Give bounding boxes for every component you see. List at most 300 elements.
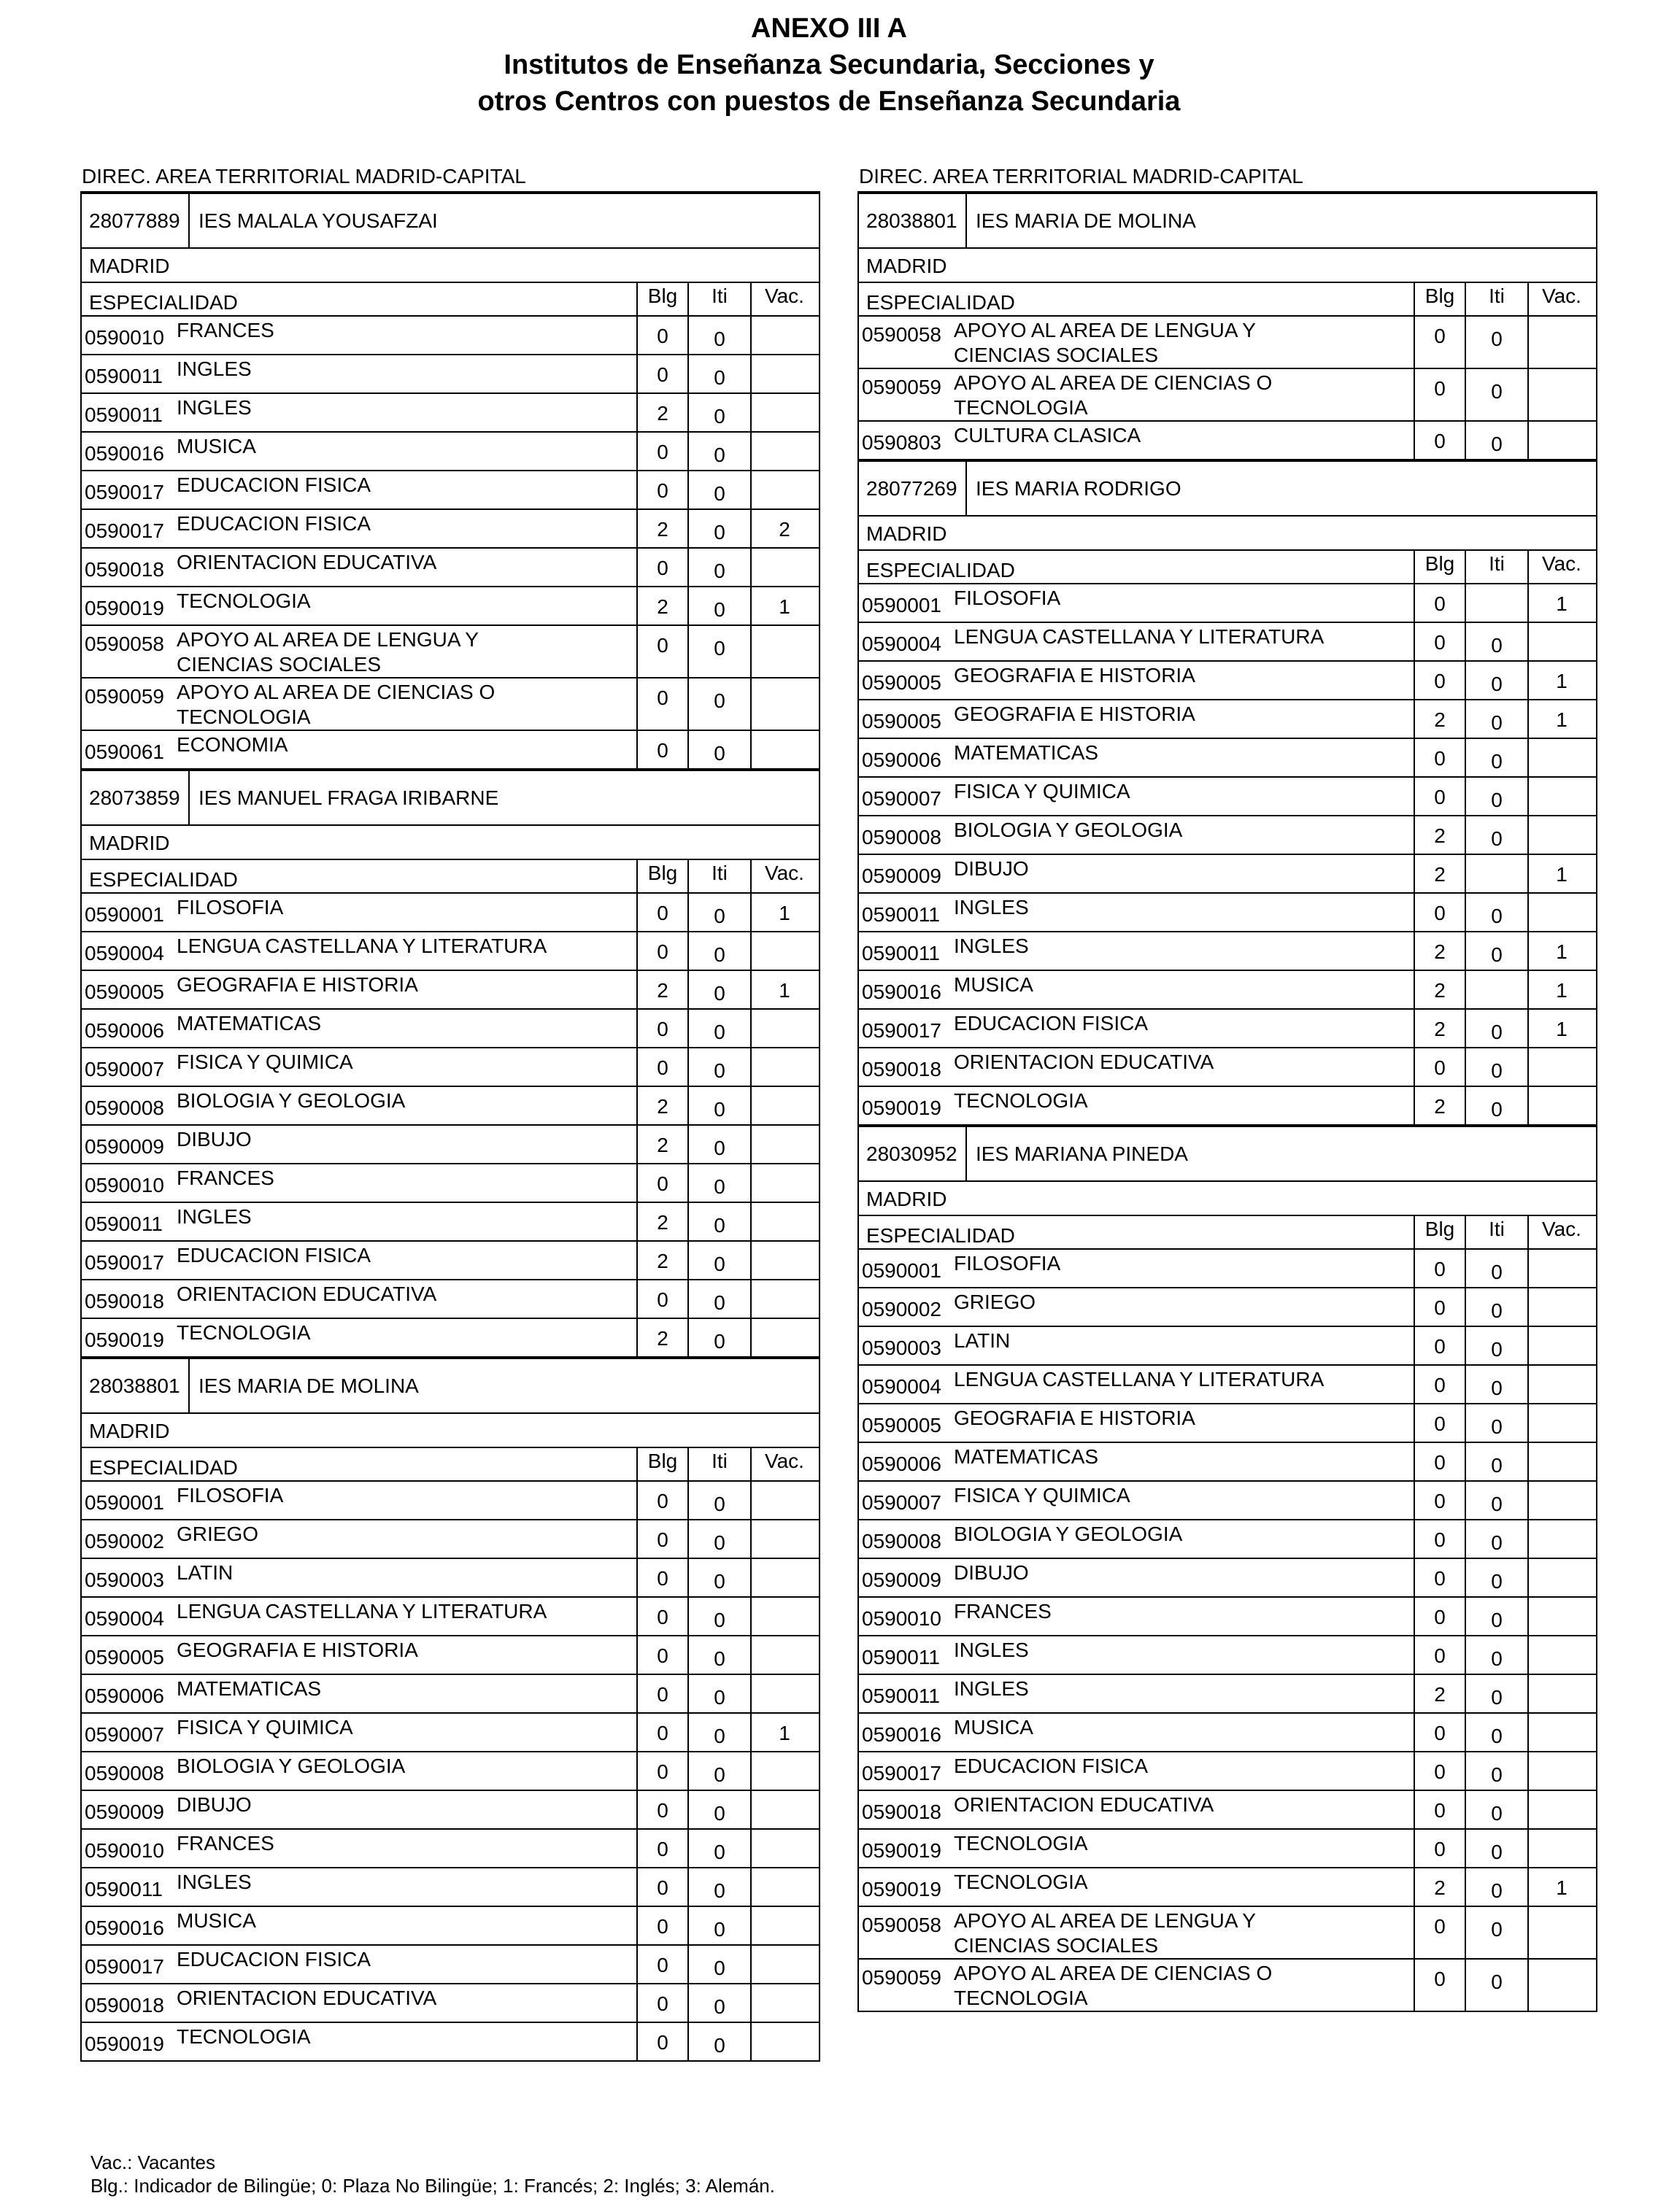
specialty-name-line: DIBUJO bbox=[954, 1561, 1029, 1584]
right-column bbox=[857, 162, 1596, 2012]
specialty-code: 0590008 bbox=[862, 1530, 942, 1552]
blg-value: 0 bbox=[636, 1559, 687, 1596]
iti-value: 0 bbox=[1465, 623, 1527, 660]
table-row bbox=[859, 1752, 1596, 1791]
specialty-name bbox=[177, 1280, 636, 1318]
specialty-name-line: CIENCIAS SOCIALES bbox=[954, 344, 1159, 366]
specialty-name bbox=[177, 510, 636, 547]
specialty-name-line: FRANCES bbox=[177, 319, 274, 341]
specialty-name-line: DIBUJO bbox=[954, 857, 1029, 880]
table-row bbox=[859, 1960, 1596, 2012]
iti-value: 0 bbox=[687, 1010, 750, 1047]
specialty-code: 0590016 bbox=[85, 1917, 165, 1939]
table-row bbox=[82, 355, 819, 394]
iti-value: 0 bbox=[687, 1946, 750, 1983]
blg-value: 2 bbox=[636, 1126, 687, 1163]
specialty-name bbox=[177, 317, 636, 354]
vac-value: 1 bbox=[1527, 700, 1595, 738]
blg-value: 0 bbox=[636, 1830, 687, 1867]
blg-value: 2 bbox=[636, 587, 687, 624]
iti-value: 0 bbox=[1465, 1288, 1527, 1326]
table-row bbox=[82, 626, 819, 678]
specialty-name bbox=[954, 1675, 1414, 1712]
specialty-name-line: INGLES bbox=[954, 935, 1029, 957]
specialty-code: 0590017 bbox=[85, 481, 165, 503]
specialty-name bbox=[954, 1714, 1414, 1751]
center-name: IES MARIANA PINEDA bbox=[976, 1142, 1188, 1165]
specialty-code: 0590011 bbox=[862, 903, 940, 926]
specialty-name-line: BIOLOGIA Y GEOLOGIA bbox=[954, 819, 1183, 841]
specialty-name-line: MATEMATICAS bbox=[177, 1677, 322, 1700]
specialty-code: 0590007 bbox=[85, 1058, 165, 1080]
specialty-code: 0590018 bbox=[85, 1994, 165, 2016]
specialty-name-line: FILOSOFIA bbox=[177, 896, 284, 919]
specialty-name-line: GEOGRAFIA E HISTORIA bbox=[177, 1639, 418, 1661]
center-city: MADRID bbox=[859, 517, 1596, 551]
specialty-name bbox=[954, 1520, 1414, 1558]
blg-value: 0 bbox=[1414, 1404, 1465, 1442]
iti-header: Iti bbox=[1465, 283, 1527, 315]
table-row bbox=[859, 1598, 1596, 1636]
specialty-code: 0590011 bbox=[862, 1646, 940, 1668]
iti-value: 0 bbox=[687, 1280, 750, 1318]
table-row bbox=[859, 1791, 1596, 1830]
specialty-code: 0590011 bbox=[85, 1878, 163, 1900]
table-row bbox=[859, 1636, 1596, 1675]
specialty-name-line: GEOGRAFIA E HISTORIA bbox=[954, 664, 1195, 687]
table-row bbox=[82, 1636, 819, 1675]
table-row bbox=[859, 816, 1596, 855]
vac-value bbox=[1527, 1048, 1595, 1086]
vac-header: Vac. bbox=[1527, 551, 1595, 583]
table-row bbox=[82, 2023, 819, 2062]
iti-value: 0 bbox=[687, 1126, 750, 1163]
especialidad-header: ESPECIALIDAD bbox=[89, 291, 238, 314]
blg-value: 0 bbox=[636, 1984, 687, 2022]
specialty-name bbox=[177, 2023, 636, 2060]
table-row bbox=[82, 510, 819, 549]
specialty-code: 0590011 bbox=[85, 365, 163, 387]
iti-value: 0 bbox=[1465, 1752, 1527, 1790]
blg-value: 0 bbox=[636, 1598, 687, 1635]
vac-value: 1 bbox=[1527, 855, 1595, 892]
footer-legend-blg: Blg.: Indicador de Bilingüe; 0: Plaza No Bilingüe; 1: Francés; 2: Inglés; 3: Alemán. bbox=[90, 2175, 775, 2197]
specialty-name-line: FISICA Y QUIMICA bbox=[177, 1051, 353, 1073]
specialty-name bbox=[177, 971, 636, 1008]
specialty-name-line: EDUCACION FISICA bbox=[954, 1755, 1149, 1777]
vac-value: 1 bbox=[1527, 584, 1595, 622]
iti-value: 0 bbox=[687, 1242, 750, 1279]
center-city: MADRID bbox=[859, 249, 1596, 283]
specialty-code: 0590004 bbox=[862, 633, 942, 655]
table-row bbox=[82, 1752, 819, 1791]
iti-value: 0 bbox=[687, 587, 750, 624]
specialty-name-line: FRANCES bbox=[954, 1600, 1052, 1623]
column-header bbox=[859, 1216, 1596, 1250]
specialty-code: 0590005 bbox=[85, 981, 165, 1003]
blg-value: 0 bbox=[1414, 739, 1465, 776]
vac-value: 1 bbox=[1527, 1010, 1595, 1047]
vac-value bbox=[1527, 422, 1595, 459]
iti-value bbox=[1465, 971, 1527, 1008]
specialty-name bbox=[954, 1598, 1414, 1635]
vac-value bbox=[1527, 1482, 1595, 1519]
table-row bbox=[859, 422, 1596, 460]
specialty-name-line: EDUCACION FISICA bbox=[177, 512, 371, 535]
iti-value: 0 bbox=[687, 678, 750, 730]
specialty-name-line: LENGUA CASTELLANA Y LITERATURA bbox=[954, 625, 1325, 648]
table-row bbox=[82, 587, 819, 626]
blg-header: Blg bbox=[1414, 1216, 1465, 1248]
specialty-name-line: DIBUJO bbox=[177, 1128, 252, 1151]
specialty-name bbox=[177, 731, 636, 768]
iti-value bbox=[1465, 584, 1527, 622]
iti-value: 0 bbox=[1465, 1907, 1527, 1958]
blg-value: 0 bbox=[1414, 623, 1465, 660]
vac-value: 1 bbox=[750, 971, 817, 1008]
blg-value: 0 bbox=[636, 1868, 687, 1906]
blg-value: 0 bbox=[636, 317, 687, 354]
table-row bbox=[859, 855, 1596, 894]
specialty-code: 0590009 bbox=[862, 865, 942, 887]
specialty-name bbox=[954, 1404, 1414, 1442]
specialty-name-line: EDUCACION FISICA bbox=[177, 1948, 371, 1971]
vac-value: 1 bbox=[1527, 1868, 1595, 1906]
center-header bbox=[859, 460, 1596, 517]
vac-value bbox=[750, 1087, 817, 1124]
specialty-code: 0590059 bbox=[862, 376, 942, 398]
blg-value: 0 bbox=[636, 471, 687, 508]
vac-value bbox=[1527, 369, 1595, 420]
blg-value: 0 bbox=[636, 1791, 687, 1828]
blg-value: 2 bbox=[1414, 1675, 1465, 1712]
table-row bbox=[82, 932, 819, 971]
center-header bbox=[82, 770, 819, 826]
table-row bbox=[82, 317, 819, 355]
iti-value: 0 bbox=[687, 1087, 750, 1124]
vac-header: Vac. bbox=[750, 1448, 817, 1480]
vac-value bbox=[750, 1830, 817, 1867]
iti-header: Iti bbox=[687, 283, 750, 315]
specialty-name-line: EDUCACION FISICA bbox=[954, 1012, 1149, 1035]
vac-value bbox=[750, 1126, 817, 1163]
specialty-name bbox=[177, 1868, 636, 1906]
specialty-name bbox=[177, 932, 636, 970]
iti-value: 0 bbox=[1465, 1443, 1527, 1480]
blg-value: 0 bbox=[1414, 1366, 1465, 1403]
vac-value bbox=[1527, 1250, 1595, 1287]
specialty-name bbox=[954, 317, 1414, 368]
blg-value: 2 bbox=[1414, 855, 1465, 892]
center-header bbox=[82, 1358, 819, 1414]
specialty-code: 0590002 bbox=[85, 1530, 165, 1552]
specialty-name bbox=[954, 700, 1414, 738]
specialty-code: 0590009 bbox=[85, 1135, 165, 1158]
specialty-name-line: BIOLOGIA Y GEOLOGIA bbox=[177, 1089, 406, 1112]
specialty-name-line: BIOLOGIA Y GEOLOGIA bbox=[177, 1755, 406, 1777]
specialty-name bbox=[954, 1868, 1414, 1906]
iti-value: 0 bbox=[1465, 778, 1527, 815]
table-row bbox=[859, 623, 1596, 662]
iti-value: 0 bbox=[1465, 369, 1527, 420]
specialty-code: 0590001 bbox=[862, 1259, 942, 1282]
specialty-name bbox=[954, 1366, 1414, 1403]
specialty-code: 0590001 bbox=[85, 903, 165, 926]
table-row bbox=[859, 1520, 1596, 1559]
iti-value: 0 bbox=[687, 932, 750, 970]
specialty-code: 0590001 bbox=[862, 594, 942, 616]
specialty-name-line: FILOSOFIA bbox=[954, 1252, 1061, 1275]
iti-value: 0 bbox=[687, 1048, 750, 1086]
blg-value: 0 bbox=[636, 1907, 687, 1944]
specialty-name bbox=[954, 1327, 1414, 1364]
specialty-name-line: GEOGRAFIA E HISTORIA bbox=[954, 1407, 1195, 1429]
specialty-code: 0590010 bbox=[85, 1839, 165, 1862]
specialty-code: 0590008 bbox=[862, 826, 942, 848]
specialty-name-line: INGLES bbox=[177, 357, 252, 380]
specialty-name-line: TECNOLOGIA bbox=[177, 589, 311, 612]
blg-value: 0 bbox=[636, 932, 687, 970]
iti-value: 0 bbox=[1465, 739, 1527, 776]
specialty-code: 0590006 bbox=[85, 1019, 165, 1042]
iti-value: 0 bbox=[1465, 700, 1527, 738]
specialty-name bbox=[954, 816, 1414, 854]
blg-value: 0 bbox=[1414, 1830, 1465, 1867]
specialty-code: 0590019 bbox=[85, 2033, 165, 2055]
iti-value: 0 bbox=[687, 1714, 750, 1751]
specialty-code: 0590058 bbox=[862, 1914, 942, 1936]
blg-value: 2 bbox=[636, 971, 687, 1008]
table-row bbox=[859, 1048, 1596, 1087]
blg-value: 2 bbox=[1414, 816, 1465, 854]
specialty-name-line: CULTURA CLASICA bbox=[954, 424, 1141, 446]
iti-value: 0 bbox=[687, 1907, 750, 1944]
vac-value bbox=[750, 1984, 817, 2022]
specialty-name bbox=[177, 1946, 636, 1983]
specialty-code: 0590058 bbox=[862, 323, 942, 346]
iti-value: 0 bbox=[1465, 1087, 1527, 1124]
blg-header: Blg bbox=[636, 860, 687, 892]
center-block bbox=[80, 1358, 820, 2062]
center-code: 28077889 bbox=[82, 194, 190, 247]
center-city: MADRID bbox=[82, 826, 819, 860]
specialty-name-line: MUSICA bbox=[177, 435, 256, 457]
specialty-name-line: TECNOLOGIA bbox=[177, 705, 311, 728]
especialidad-header: ESPECIALIDAD bbox=[89, 1456, 238, 1479]
specialty-name bbox=[954, 1907, 1414, 1958]
blg-value: 0 bbox=[1414, 1907, 1465, 1958]
vac-value: 1 bbox=[750, 587, 817, 624]
vac-value bbox=[750, 549, 817, 586]
vac-value bbox=[1527, 1559, 1595, 1596]
specialty-name bbox=[954, 932, 1414, 970]
iti-value: 0 bbox=[687, 355, 750, 392]
blg-value: 2 bbox=[636, 1203, 687, 1240]
table-row bbox=[82, 1520, 819, 1559]
specialty-name bbox=[177, 549, 636, 586]
table-row bbox=[859, 1288, 1596, 1327]
specialty-name-line: MUSICA bbox=[954, 973, 1033, 996]
vac-value bbox=[1527, 1404, 1595, 1442]
specialty-name bbox=[954, 422, 1414, 459]
specialty-code: 0590001 bbox=[85, 1491, 165, 1514]
specialty-name bbox=[954, 1482, 1414, 1519]
specialty-code: 0590061 bbox=[85, 740, 165, 763]
specialty-name bbox=[177, 1636, 636, 1674]
vac-value: 1 bbox=[1527, 662, 1595, 699]
vac-value bbox=[1527, 739, 1595, 776]
table-row bbox=[82, 1598, 819, 1636]
specialty-code: 0590018 bbox=[862, 1801, 942, 1823]
table-row bbox=[82, 1280, 819, 1319]
specialty-name bbox=[177, 1048, 636, 1086]
center-city: MADRID bbox=[82, 1414, 819, 1448]
specialty-code: 0590803 bbox=[862, 431, 942, 454]
specialty-name bbox=[954, 1443, 1414, 1480]
blg-value: 0 bbox=[1414, 1482, 1465, 1519]
vac-value bbox=[750, 1242, 817, 1279]
center-block bbox=[857, 1126, 1597, 2012]
specialty-name-line: FRANCES bbox=[177, 1167, 274, 1189]
vac-value bbox=[750, 1482, 817, 1519]
iti-value: 0 bbox=[687, 549, 750, 586]
specialty-name bbox=[954, 1010, 1414, 1047]
specialty-name bbox=[177, 394, 636, 431]
center-name: IES MALALA YOUSAFZAI bbox=[198, 209, 438, 232]
specialty-name-line: TECNOLOGIA bbox=[177, 1321, 311, 1344]
blg-value: 2 bbox=[636, 394, 687, 431]
specialty-code: 0590005 bbox=[862, 710, 942, 732]
iti-value: 0 bbox=[1465, 1010, 1527, 1047]
specialty-name bbox=[954, 855, 1414, 892]
vac-value bbox=[1527, 1443, 1595, 1480]
specialty-name bbox=[954, 662, 1414, 699]
iti-value: 0 bbox=[687, 1984, 750, 2022]
especialidad-header: ESPECIALIDAD bbox=[866, 559, 1015, 581]
table-row bbox=[82, 1319, 819, 1358]
document-subtitle: otros Centros con puestos de Enseñanza Secundaria bbox=[477, 86, 1181, 117]
vac-value bbox=[1527, 1907, 1595, 1958]
iti-value: 0 bbox=[1465, 1636, 1527, 1674]
vac-value bbox=[750, 1675, 817, 1712]
specialty-code: 0590002 bbox=[862, 1298, 942, 1320]
table-row bbox=[859, 1907, 1596, 1960]
specialty-code: 0590058 bbox=[85, 633, 165, 655]
specialty-code: 0590017 bbox=[85, 1955, 165, 1978]
iti-value: 0 bbox=[1465, 1675, 1527, 1712]
iti-value: 0 bbox=[1465, 317, 1527, 368]
blg-value: 0 bbox=[636, 1482, 687, 1519]
specialty-name bbox=[177, 1520, 636, 1558]
area-label: DIREC. AREA TERRITORIAL MADRID-CAPITAL bbox=[859, 165, 1303, 187]
specialty-code: 0590017 bbox=[85, 1251, 165, 1274]
table-row bbox=[82, 1984, 819, 2023]
specialty-name-line: FILOSOFIA bbox=[177, 1484, 284, 1507]
vac-value bbox=[750, 1636, 817, 1674]
specialty-name bbox=[954, 739, 1414, 776]
vac-value bbox=[750, 317, 817, 354]
blg-header: Blg bbox=[1414, 551, 1465, 583]
vac-value bbox=[750, 1752, 817, 1790]
right-centers bbox=[857, 191, 1596, 2012]
table-row bbox=[859, 1327, 1596, 1366]
blg-value: 0 bbox=[1414, 1250, 1465, 1287]
specialty-name-line: EDUCACION FISICA bbox=[177, 473, 371, 496]
specialty-name-line: MUSICA bbox=[177, 1909, 256, 1932]
specialty-code: 0590059 bbox=[862, 1966, 942, 1989]
iti-value: 0 bbox=[1465, 1960, 1527, 2011]
specialty-name bbox=[177, 1010, 636, 1047]
table-row bbox=[859, 584, 1596, 623]
center-code: 28038801 bbox=[859, 194, 967, 247]
center-header bbox=[859, 1126, 1596, 1182]
vac-value bbox=[750, 2023, 817, 2060]
specialty-code: 0590008 bbox=[85, 1097, 165, 1119]
table-row bbox=[859, 1559, 1596, 1598]
specialty-code: 0590016 bbox=[862, 981, 942, 1003]
vac-value bbox=[750, 1048, 817, 1086]
vac-value bbox=[750, 355, 817, 392]
iti-value: 0 bbox=[687, 433, 750, 470]
specialty-code: 0590019 bbox=[862, 1097, 942, 1119]
specialty-name-line: GEOGRAFIA E HISTORIA bbox=[954, 703, 1195, 725]
table-row bbox=[859, 1404, 1596, 1443]
specialty-name-line: BIOLOGIA Y GEOLOGIA bbox=[954, 1523, 1183, 1545]
specialty-name-line: FILOSOFIA bbox=[954, 587, 1061, 609]
vac-value bbox=[750, 1791, 817, 1828]
center-city: MADRID bbox=[82, 249, 819, 283]
blg-value: 2 bbox=[1414, 1087, 1465, 1124]
iti-value: 0 bbox=[687, 1164, 750, 1202]
iti-header: Iti bbox=[1465, 551, 1527, 583]
blg-value: 0 bbox=[636, 355, 687, 392]
iti-value: 0 bbox=[1465, 894, 1527, 931]
specialty-name-line: LENGUA CASTELLANA Y LITERATURA bbox=[177, 1600, 547, 1623]
iti-value: 0 bbox=[687, 731, 750, 768]
specialty-name bbox=[954, 1636, 1414, 1674]
iti-value: 0 bbox=[1465, 662, 1527, 699]
iti-value: 0 bbox=[687, 971, 750, 1008]
specialty-code: 0590011 bbox=[85, 1213, 163, 1235]
specialty-name bbox=[177, 1126, 636, 1163]
blg-value: 0 bbox=[636, 1048, 687, 1086]
specialty-name-line: GRIEGO bbox=[177, 1523, 259, 1545]
table-row bbox=[859, 1714, 1596, 1752]
specialty-code: 0590004 bbox=[85, 942, 165, 964]
table-row bbox=[82, 1907, 819, 1946]
blg-value: 0 bbox=[636, 1520, 687, 1558]
blg-value: 0 bbox=[1414, 422, 1465, 459]
specialty-name bbox=[177, 1203, 636, 1240]
specialty-code: 0590059 bbox=[85, 685, 165, 708]
specialty-code: 0590017 bbox=[85, 519, 165, 542]
table-row bbox=[82, 1203, 819, 1242]
specialty-name bbox=[954, 369, 1414, 420]
blg-header: Blg bbox=[636, 1448, 687, 1480]
center-header bbox=[82, 193, 819, 249]
specialty-name-line: LENGUA CASTELLANA Y LITERATURA bbox=[177, 935, 547, 957]
specialty-code: 0590005 bbox=[862, 1414, 942, 1436]
vac-value bbox=[1527, 778, 1595, 815]
table-row bbox=[82, 1482, 819, 1520]
specialty-name-line: APOYO AL AREA DE LENGUA Y bbox=[954, 1909, 1256, 1932]
specialty-code: 0590007 bbox=[85, 1723, 165, 1746]
blg-value: 0 bbox=[636, 1752, 687, 1790]
vac-value: 1 bbox=[1527, 971, 1595, 1008]
vac-value bbox=[750, 1946, 817, 1983]
iti-value: 0 bbox=[687, 510, 750, 547]
blg-header: Blg bbox=[1414, 283, 1465, 315]
